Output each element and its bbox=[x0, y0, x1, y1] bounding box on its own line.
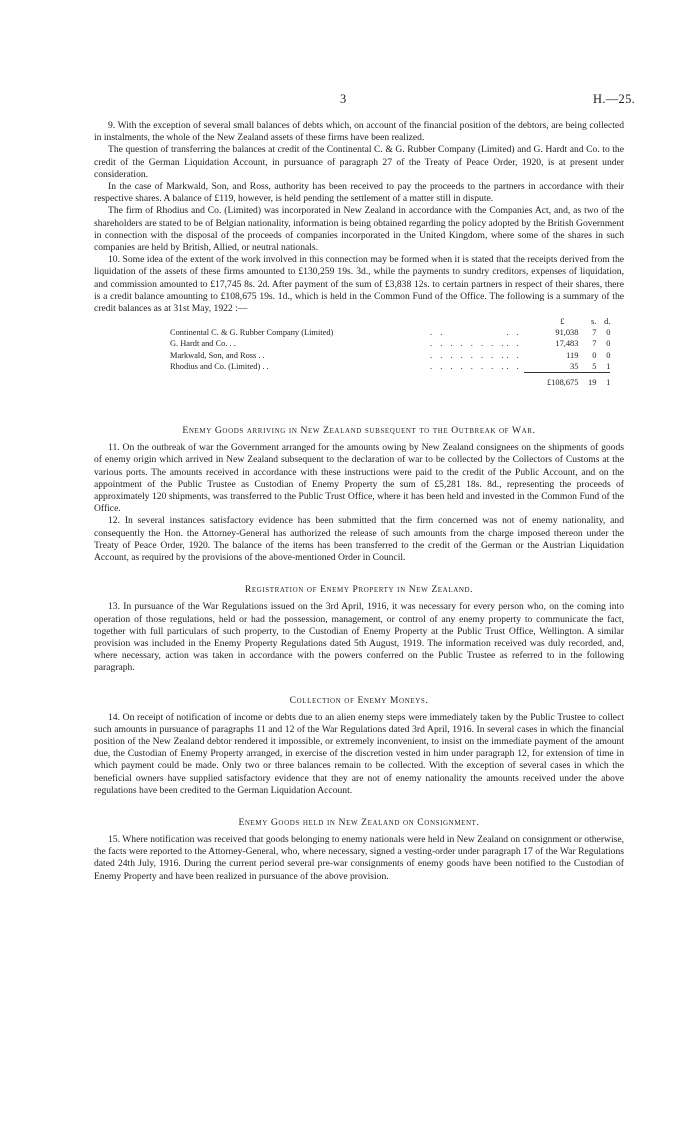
paragraph-10: 10. Some idea of the extent of the work involved in this connection may be formed when it is stated that the receipts derived from the liquidation of the assets of these firms amounted to £130,259 19s. 3d., while the payments to sundry creditors, expenses of liquidation, and commission amounted to £17,745 8s. 2d. After payment of the sum of £3,838 12s. to certain partners in respect of their shares, there is a credit balance amounting to £108,675 19s. 1d., which is held in the Common Fund of the Office. The following is a summary of the credit balances as at 31st May, 1922 :— bbox=[94, 254, 624, 315]
paragraph-12: 12. In several instances satisfactory evidence has been submitted that the firm concerned was not of enemy nationality, and consequently the Hon. the Attorney-General has authorized the release of such amounts from the charge imposed thereon under the Treaty of Peace Order, 1920. The balance of the items has been transferred to the credit of the German or the Austrian Liquidation Account, as required by the provisions of the above-mentioned Order in Council. bbox=[94, 515, 624, 564]
pounds-value: 35 bbox=[570, 361, 579, 371]
page-body bbox=[94, 120, 624, 883]
pounds-value: 91,038 bbox=[555, 328, 579, 338]
pounds-value: 17,483 bbox=[555, 339, 579, 349]
leader-dots: . . bbox=[506, 362, 522, 372]
total-row bbox=[170, 373, 610, 389]
paragraph-9: 9. With the exception of several small balances of debts which, on account of the financial position of the debtors, are being collected in instalments, the whole of the New Zealand assets of these firms have been realized. bbox=[94, 120, 624, 144]
section-heading-enemy-goods-arriving: Enemy Goods arriving in New Zealand subsequent to the Outbreak of War. bbox=[182, 425, 536, 437]
currency-header-row bbox=[170, 317, 610, 327]
firm-name: Markwald, Son, and Ross . . bbox=[170, 350, 265, 360]
table-row bbox=[170, 361, 610, 373]
section-heading-registration: Registration of Enemy Property in New Zealand. bbox=[244, 584, 474, 596]
shillings-header: s. bbox=[591, 317, 597, 327]
leader-dots: . . bbox=[430, 328, 446, 338]
paragraph-14: 14. On receipt of notification of income or debts due to an alien enemy steps were immediately taken by the Public Trustee to collect such amounts in pursuance of paragraphs 11 and 12 of the War Regulations dated 3rd April, 1916. In several cases in which the financial position of the New Zealand debtor rendered it impossible, or extremely inconvenient, to insist on the immediate payment of the amount due, the Custodian of Enemy Property arranged, in exercise of the discretion vested in him under paragraph 12, for extension of time in which payment could be made. Only two or three balances remain to be collected. With the exception of several cases in which the beneficial owners have supplied satisfactory evidence that they are not of enemy nationality the amounts received under the above regulations have been credited to the German Liquidation Account. bbox=[94, 711, 624, 796]
paragraph-15: 15. Where notification was received that goods belonging to enemy nationals were held in New Zealand on consignment or otherwise, the facts were reported to the Attorney-General, who, where necessary, signed a vesting-order under paragraph 17 of the War Regulations dated 24th July, 1916. During the current period several pre-war consignments of enemy goods have been notified to the Custodian of Enemy Property and have been realized in pursuance of the above provision. bbox=[94, 833, 624, 882]
shillings-value: 0 bbox=[592, 350, 597, 360]
pence-value: 1 bbox=[606, 361, 611, 371]
total-pounds: £108,675 bbox=[524, 373, 578, 389]
section-heading-collection: Collection of Enemy Moneys. bbox=[289, 694, 429, 706]
firm-name: Rhodius and Co. (Limited) . . bbox=[170, 362, 269, 372]
section-heading-consignment: Enemy Goods held in New Zealand on Consignment. bbox=[238, 816, 480, 828]
shillings-value: 7 bbox=[592, 328, 597, 338]
paragraph-13: 13. In pursuance of the War Regulations issued on the 3rd April, 1916, it was necessary for every person who, on the coming into operation of those regulations, held or had the possession, management, or control of any enemy property to communicate the fact, together with full particulars of such property, to the Custodian of Enemy Property at the Public Trust Office, Wellington. A similar provision was included in the Enemy Property Regulations dated 5th August, 1919. The information received was duly recorded, and, where necessary, action was taken in accordance with the powers conferred on the Public Trustee as referred to in the following paragraph. bbox=[94, 601, 624, 674]
paragraph-9-rhodius: The firm of Rhodius and Co. (Limited) was incorporated in New Zealand in accordance with the Companies Act, and, as two of the shareholders are stated to be of Belgian nationality, information is being obtained regarding the policy adopted by the British Government in connection with the disposal of the proceeds of companies incorporated in the United Kingdom, where some of the shares in such companies are held by British, Allied, or neutral nationals. bbox=[94, 205, 624, 254]
leader-dots: . . bbox=[506, 328, 522, 338]
document-reference: H.—25. bbox=[593, 92, 636, 106]
credit-balances-table bbox=[170, 317, 610, 388]
pounds-value: 119 bbox=[566, 350, 579, 360]
leader-dots: . . . . . . . . bbox=[430, 350, 507, 360]
table-row bbox=[170, 327, 610, 338]
firm-name: G. Hardt and Co. . . bbox=[170, 339, 236, 349]
table-row bbox=[170, 338, 610, 349]
firm-name: Continental C. & G. Rubber Company (Limited) bbox=[170, 328, 334, 338]
total-pence: 1 bbox=[596, 373, 610, 389]
pounds-header: £ bbox=[560, 317, 565, 327]
pence-value: 0 bbox=[606, 339, 611, 349]
pence-value: 0 bbox=[606, 350, 611, 360]
pence-value: 0 bbox=[606, 328, 611, 338]
paragraph-11: 11. On the outbreak of war the Government arranged for the amounts owing by New Zealand consignees on the shipments of goods of enemy origin which arrived in New Zealand subsequent to the declaration of war to be collected by the Collectors of Customs at the various ports. The amounts received in accordance with these instructions were paid to the credit of the Public Account, and on the appointment of the Public Trustee as Custodian of Enemy Property the sum of £5,281 18s. 8d., representing the proceeds of approximately 120 shipments, was transferred to the Public Trust Office, where it has been held and invested in the Common Fund of the Office. bbox=[94, 442, 624, 515]
shillings-value: 7 bbox=[592, 339, 597, 349]
page-number: 3 bbox=[340, 92, 347, 106]
leader-dots: . . . . . . . . bbox=[430, 362, 507, 372]
leader-dots: . . bbox=[506, 350, 522, 360]
pence-header: d. bbox=[604, 317, 611, 327]
total-shillings: 19 bbox=[578, 373, 596, 389]
shillings-value: 5 bbox=[592, 361, 597, 371]
paragraph-9-markwald: In the case of Markwald, Son, and Ross, authority has been received to pay the proceeds to the partners in accordance with their respective shares. A balance of £119, however, is held pending the settlement of a matter still in dispute. bbox=[94, 181, 624, 205]
leader-dots: . . . . . . . . bbox=[430, 339, 507, 349]
paragraph-9-rubber-company: The question of transferring the balances at credit of the Continental C. & G. Rubber Company (Limited) and G. Hardt and Co. to the credit of the German Liquidation Account, in pursuance of paragraph 27 of the Treaty of Peace Order, 1920, is at present under consideration. bbox=[94, 144, 624, 180]
leader-dots: . . bbox=[506, 339, 522, 349]
table-row bbox=[170, 350, 610, 361]
